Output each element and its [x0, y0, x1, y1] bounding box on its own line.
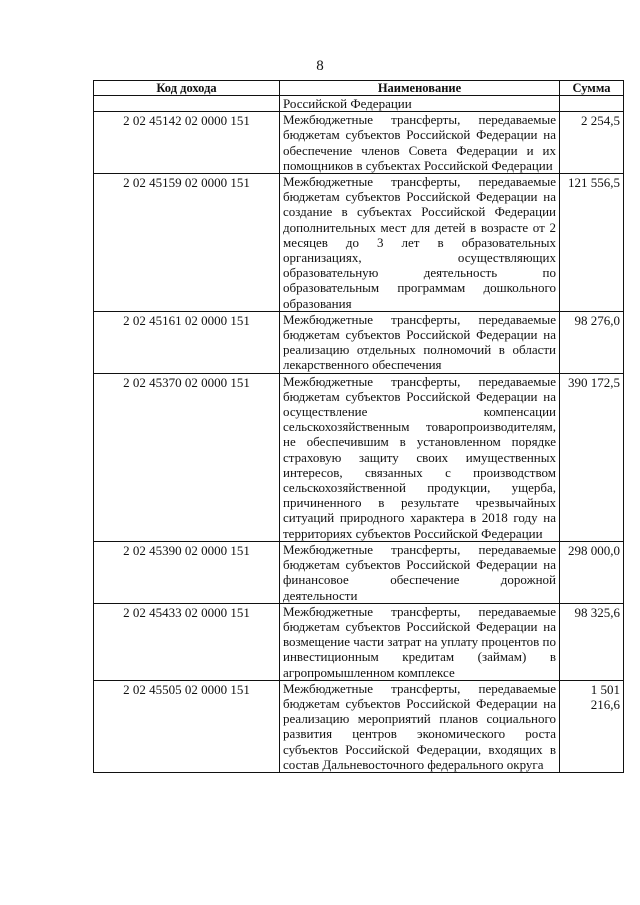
- income-table: [93, 80, 624, 773]
- continuation-row: [94, 96, 624, 112]
- code-cell: 2 02 45159 02 0000 151: [94, 174, 280, 312]
- header-name: Наименование: [280, 81, 560, 96]
- code-cell: 2 02 45390 02 0000 151: [94, 541, 280, 603]
- continuation-code-cell: [94, 96, 280, 112]
- table-row: [94, 373, 624, 541]
- name-cell: Межбюджетные трансферты, передаваемые бюджетам субъектов Российской Федерации на финансовое обеспечение дорожной деятельности: [280, 541, 560, 603]
- name-cell: Межбюджетные трансферты, передаваемые бюджетам субъектов Российской Федерации на создание в субъектах Российской Федерации дополнительных мест для детей в возрасте от 2 месяцев до 3 лет в образовательных организациях, осуществляющих образовательную деятельность по образовательным программам дошкольного образования: [280, 174, 560, 312]
- page-number: 8: [316, 58, 324, 74]
- sum-cell: 98 276,0: [560, 311, 624, 373]
- sum-cell: 98 325,6: [560, 603, 624, 680]
- header-code: Код дохода: [94, 81, 280, 96]
- table-row: [94, 112, 624, 174]
- code-cell: 2 02 45505 02 0000 151: [94, 680, 280, 772]
- sum-cell: 390 172,5: [560, 373, 624, 541]
- header-sum: Сумма: [560, 81, 624, 96]
- table-row: [94, 174, 624, 312]
- code-cell: 2 02 45433 02 0000 151: [94, 603, 280, 680]
- name-cell: Межбюджетные трансферты, передаваемые бюджетам субъектов Российской Федерации на реализацию отдельных полномочий в области лекарственного обеспечения: [280, 311, 560, 373]
- sum-cell: 1 501 216,6: [560, 680, 624, 772]
- name-cell: Межбюджетные трансферты, передаваемые бюджетам субъектов Российской Федерации на осуществление компенсации сельскохозяйственным товаропроизводителям, не обеспечившим в установленном порядке страховую защиту своих имущественных интересов, связанных с производством сельскохозяйственной продукции, ущерба, причиненного в результате чрезвычайных ситуаций природного характера в 2018 году на территориях субъектов Российской Федерации: [280, 373, 560, 541]
- table-row: [94, 541, 624, 603]
- table-row: [94, 680, 624, 772]
- code-cell: 2 02 45370 02 0000 151: [94, 373, 280, 541]
- code-cell: 2 02 45161 02 0000 151: [94, 311, 280, 373]
- continuation-text: Российской Федерации: [280, 96, 560, 112]
- continuation-sum-cell: [560, 96, 624, 112]
- sum-cell: 121 556,5: [560, 174, 624, 312]
- name-cell: Межбюджетные трансферты, передаваемые бюджетам субъектов Российской Федерации на обеспечение членов Совета Федерации и их помощников в субъектах Российской Федерации: [280, 112, 560, 174]
- name-cell: Межбюджетные трансферты, передаваемые бюджетам субъектов Российской Федерации на реализацию мероприятий планов социального развития центров экономического роста субъектов Российской Федерации, входящих в состав Дальневосточного федерального округа: [280, 680, 560, 772]
- table-row: [94, 603, 624, 680]
- sum-cell: 2 254,5: [560, 112, 624, 174]
- code-cell: 2 02 45142 02 0000 151: [94, 112, 280, 174]
- name-cell: Межбюджетные трансферты, передаваемые бюджетам субъектов Российской Федерации на возмещение части затрат на уплату процентов по инвестиционным кредитам (займам) в агропромышленном комплексе: [280, 603, 560, 680]
- table-header-row: [94, 81, 624, 96]
- table-row: [94, 311, 624, 373]
- sum-cell: 298 000,0: [560, 541, 624, 603]
